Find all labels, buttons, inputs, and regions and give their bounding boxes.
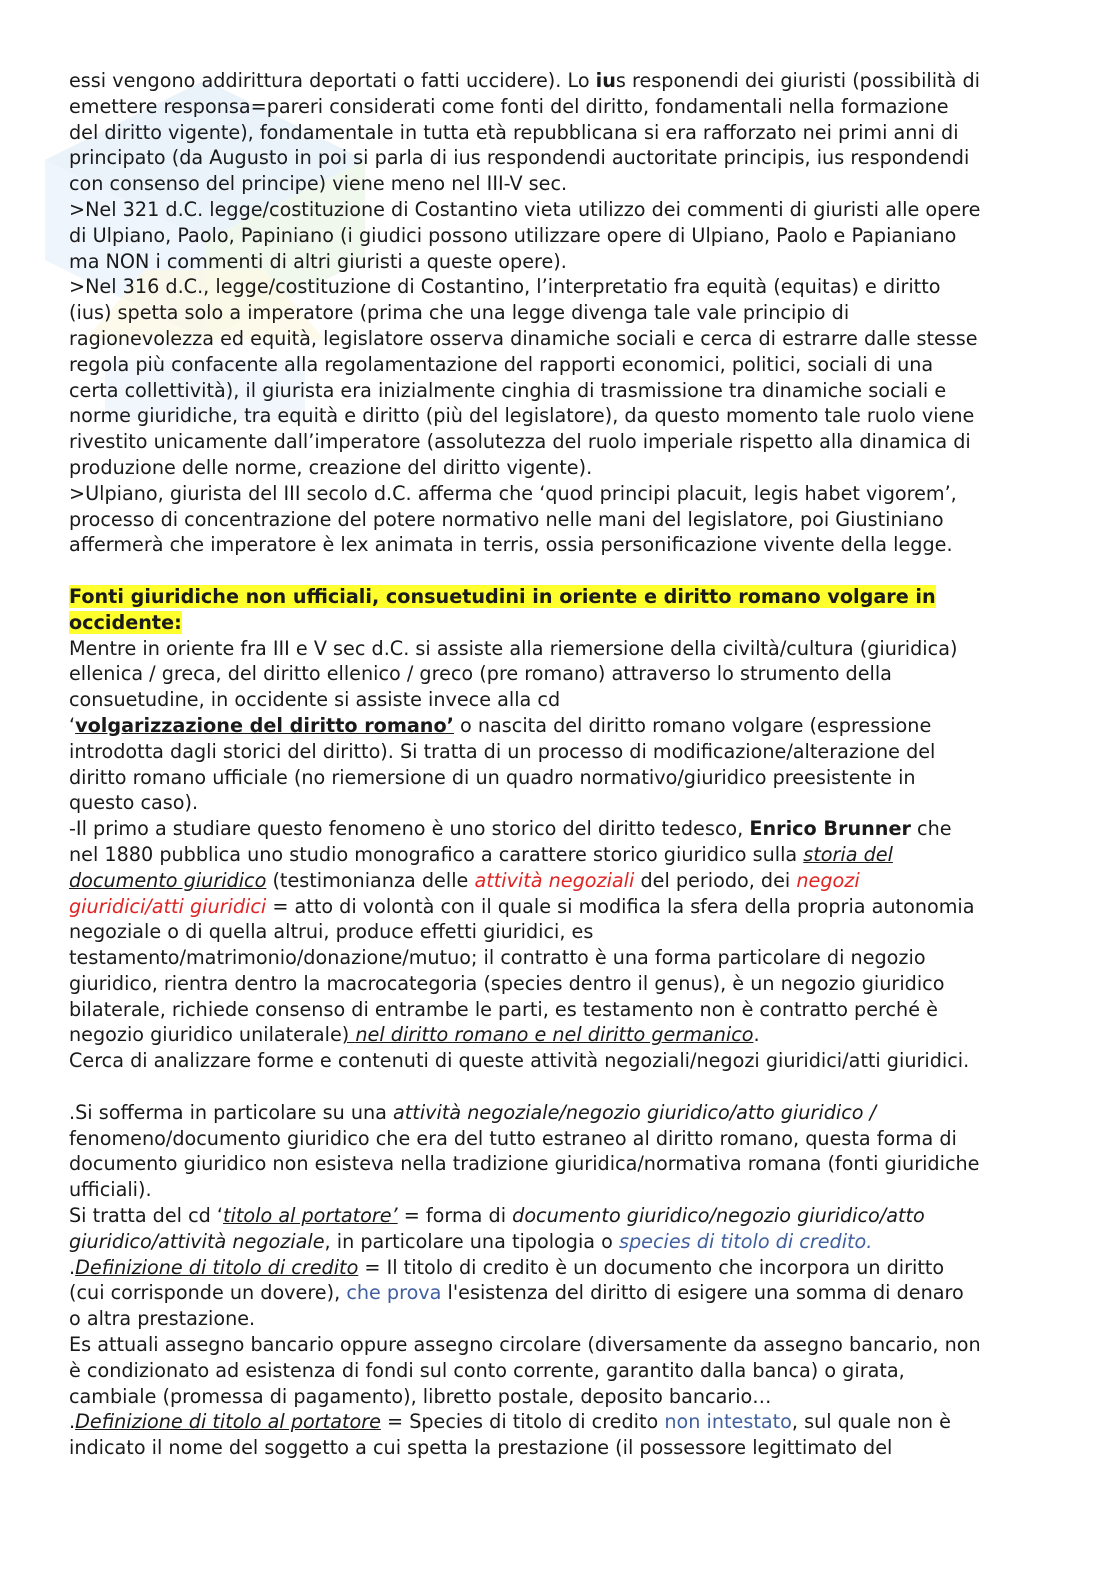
- text-line: produzione delle norme, creazione del diritto vigente).: [69, 455, 593, 479]
- text-line: ma NON i commenti di altri giuristi a queste opere).: [69, 249, 567, 273]
- italic-term: attività negoziale/negozio giuridico/atto giuridico /: [393, 1100, 877, 1124]
- text-line: documento giuridico (testimonianza delle attività negoziali del periodo, dei negozi: [69, 868, 860, 892]
- paragraph-12: [69, 1409, 1059, 1461]
- text-line: fenomeno/documento giuridico che era del tutto estraneo al diritto romano, questa forma di: [69, 1126, 957, 1150]
- text-line: ufficiali).: [69, 1178, 152, 1202]
- text-line: Mentre in oriente fra III e V sec d.C. si assiste alla riemersione della civiltà/cultura (giuridica): [69, 636, 958, 660]
- paragraph-10: [69, 1255, 1059, 1332]
- text-line: questo caso).: [69, 791, 199, 815]
- text-line: giuridico, rientra dentro la macrocategoria (species dentro il genus), è un negozio giuridico: [69, 971, 945, 995]
- paragraph-1: [69, 68, 1059, 197]
- author-name: Enrico Brunner: [749, 817, 911, 841]
- text-line: giuridico/attività negoziale, in particolare una tipologia o species di titolo di credito.: [69, 1229, 873, 1253]
- text-line: .Definizione di titolo di credito = Il titolo di credito è un documento che incorpora un diritto: [69, 1255, 945, 1279]
- text-line: (cui corrisponde un dovere), che prova l'esistenza del diritto di esigere una somma di denaro: [69, 1281, 964, 1305]
- paragraph-gap: [69, 558, 1059, 584]
- text-line: nel 1880 pubblica uno studio monografico a carattere storico giuridico sulla storia del: [69, 842, 893, 866]
- text-line: emettere responsa=pareri considerati come fonti del diritto, fondamentali nella formazione: [69, 94, 949, 118]
- paragraph-3: [69, 274, 1059, 480]
- paragraph-gap: [69, 1074, 1059, 1100]
- key-term: documento giuridico: [69, 868, 267, 892]
- red-term: giuridici/atti giuridici: [69, 894, 267, 918]
- text-line: di Ulpiano, Paolo, Papiniano (i giudici possono utilizzare opere di Ulpiano, Paolo e Papianiano: [69, 223, 957, 247]
- key-term: nel diritto romano e nel diritto germanico: [355, 1023, 754, 1047]
- text-line: processo di concentrazione del potere normativo nelle mani del legislatore, poi Giustiniano: [69, 507, 944, 531]
- text-line: bilaterale, richiede consenso di entrambe le parti, es testamento non è contratto perché è: [69, 997, 938, 1021]
- text-line: -Il primo a studiare questo fenomeno è uno storico del diritto tedesco, Enrico Brunner che: [69, 817, 952, 841]
- text-line: .Si sofferma in particolare su una attività negoziale/negozio giuridico/atto giuridico /: [69, 1100, 877, 1124]
- definition-term: Definizione di titolo al portatore: [75, 1410, 381, 1434]
- text-line: diritto romano ufficiale (no riemersione di un quadro normativo/giuridico preesistente in: [69, 765, 916, 789]
- paragraph-4: [69, 481, 1059, 558]
- text-line: del diritto vigente), fondamentale in tutta età repubblicana si era rafforzato nei primi anni di: [69, 120, 959, 144]
- key-term: volgarizzazione del diritto romano’: [75, 713, 454, 737]
- text-line: affermerà che imperatore è lex animata in terris, ossia personificazione vivente della legge.: [69, 533, 953, 557]
- paragraph-7: [69, 1048, 1059, 1074]
- paragraph-2: [69, 197, 1059, 274]
- paragraph-6: [69, 816, 1059, 1048]
- text-line: >Nel 316 d.C., legge/costituzione di Costantino, l’interpretatio fra equità (equitas) e diritto: [69, 275, 941, 299]
- text-line: certa collettività), il giurista era inizialmente cinghia di trasmissione tra dinamiche sociali e: [69, 378, 947, 402]
- text-line: con consenso del principe) viene meno nel III-V sec.: [69, 172, 568, 196]
- bold-text: iu: [595, 69, 616, 92]
- blue-term: non intestato: [664, 1410, 792, 1434]
- text-line: (ius) spetta solo a imperatore (prima che una legge divenga tale vale principio di: [69, 301, 850, 325]
- red-term: negozi: [796, 868, 860, 892]
- heading-line: Fonti giuridiche non ufficiali, consuetudini in oriente e diritto romano volgare in: [69, 584, 936, 608]
- text-line: rivestito unicamente dall’imperatore (assolutezza del ruolo imperiale rispetto alla dinamica di: [69, 430, 971, 454]
- text-line: norme giuridiche, tra equità e diritto (più del legislatore), da questo momento tale ruolo viene: [69, 404, 975, 428]
- document-body: [69, 68, 1059, 1461]
- text-line: o altra prestazione.: [69, 1307, 256, 1331]
- italic-term: documento giuridico/negozio giuridico/atto: [512, 1204, 925, 1228]
- text-line: negoziale o di quella altrui, produce effetti giuridici, es: [69, 920, 594, 944]
- definition-term: Definizione di titolo di credito: [75, 1255, 359, 1279]
- text-line: Cerca di analizzare forme e contenuti di queste attività negoziali/negozi giuridici/atti giuridici.: [69, 1049, 970, 1073]
- text-line: giuridici/atti giuridici = atto di volontà con il quale si modifica la sfera della propria autonomia: [69, 894, 975, 918]
- text-line: è condizionato ad esistenza di fondi sul conto corrente, garantito dalla banca) o girata,: [69, 1358, 905, 1382]
- text-line: Si tratta del cd ‘titolo al portatore’ = forma di documento giuridico/negozio giuridico/atto: [69, 1204, 925, 1228]
- paragraph-11: [69, 1332, 1059, 1409]
- blue-term: che prova: [346, 1281, 442, 1305]
- paragraph-9: [69, 1203, 1059, 1255]
- key-term: titolo al portatore’: [223, 1204, 398, 1228]
- text-line: ellenica / greca, del diritto ellenico / greco (pre romano) attraverso lo strumento della: [69, 662, 892, 686]
- key-term: storia del: [803, 842, 893, 866]
- text-line: Es attuali assegno bancario oppure assegno circolare (diversamente da assegno bancario, non: [69, 1333, 981, 1357]
- text-line: cambiale (promessa di pagamento), libretto postale, deposito bancario…: [69, 1384, 772, 1408]
- text-line: ragionevolezza ed equità, legislatore osserva dinamiche sociali e cerca di estrarre dalle stesse: [69, 326, 978, 350]
- red-term: attività negoziali: [474, 868, 635, 892]
- blue-term: species di titolo di credito.: [619, 1229, 873, 1253]
- text-line: ‘volgarizzazione del diritto romano’ o nascita del diritto romano volgare (espressione: [69, 713, 932, 737]
- text-line: indicato il nome del soggetto a cui spetta la prestazione (il possessore legittimato del: [69, 1436, 893, 1460]
- text-line: testamento/matrimonio/donazione/mutuo; il contratto è una forma particolare di negozio: [69, 946, 926, 970]
- heading-line: occidente:: [69, 610, 182, 634]
- paragraph-5: [69, 636, 1059, 817]
- section-heading: [69, 584, 1059, 636]
- text-line: principato (da Augusto in poi si parla di ius respondendi auctoritate principis, ius respondendi: [69, 146, 970, 170]
- text-line: negozio giuridico unilaterale) nel diritto romano e nel diritto germanico.: [69, 1023, 760, 1047]
- text-line: consuetudine, in occidente si assiste invece alla cd: [69, 688, 561, 712]
- text-line: documento giuridico non esisteva nella tradizione giuridica/normativa romana (fonti giuridiche: [69, 1152, 980, 1176]
- italic-term: giuridico/attività negoziale: [69, 1229, 325, 1253]
- text-line: >Nel 321 d.C. legge/costituzione di Costantino vieta utilizzo dei commenti di giuristi alle opere: [69, 197, 981, 221]
- text-line: essi vengono addirittura deportati o fatti uccidere). Lo ius responendi dei giuristi (possibilità di: [69, 69, 980, 92]
- text-line: introdotta dagli storici del diritto). Si tratta di un processo di modificazione/alterazione del: [69, 739, 936, 763]
- text-line: regola più confacente alla regolamentazione del rapporti economici, politici, sociali di una: [69, 352, 934, 376]
- text-line: >Ulpiano, giurista del III secolo d.C. afferma che ‘quod principi placuit, legis habet vigorem’,: [69, 481, 957, 505]
- paragraph-8: [69, 1100, 1059, 1203]
- text-line: .Definizione di titolo al portatore = Species di titolo di credito non intestato, sul quale non è: [69, 1410, 951, 1434]
